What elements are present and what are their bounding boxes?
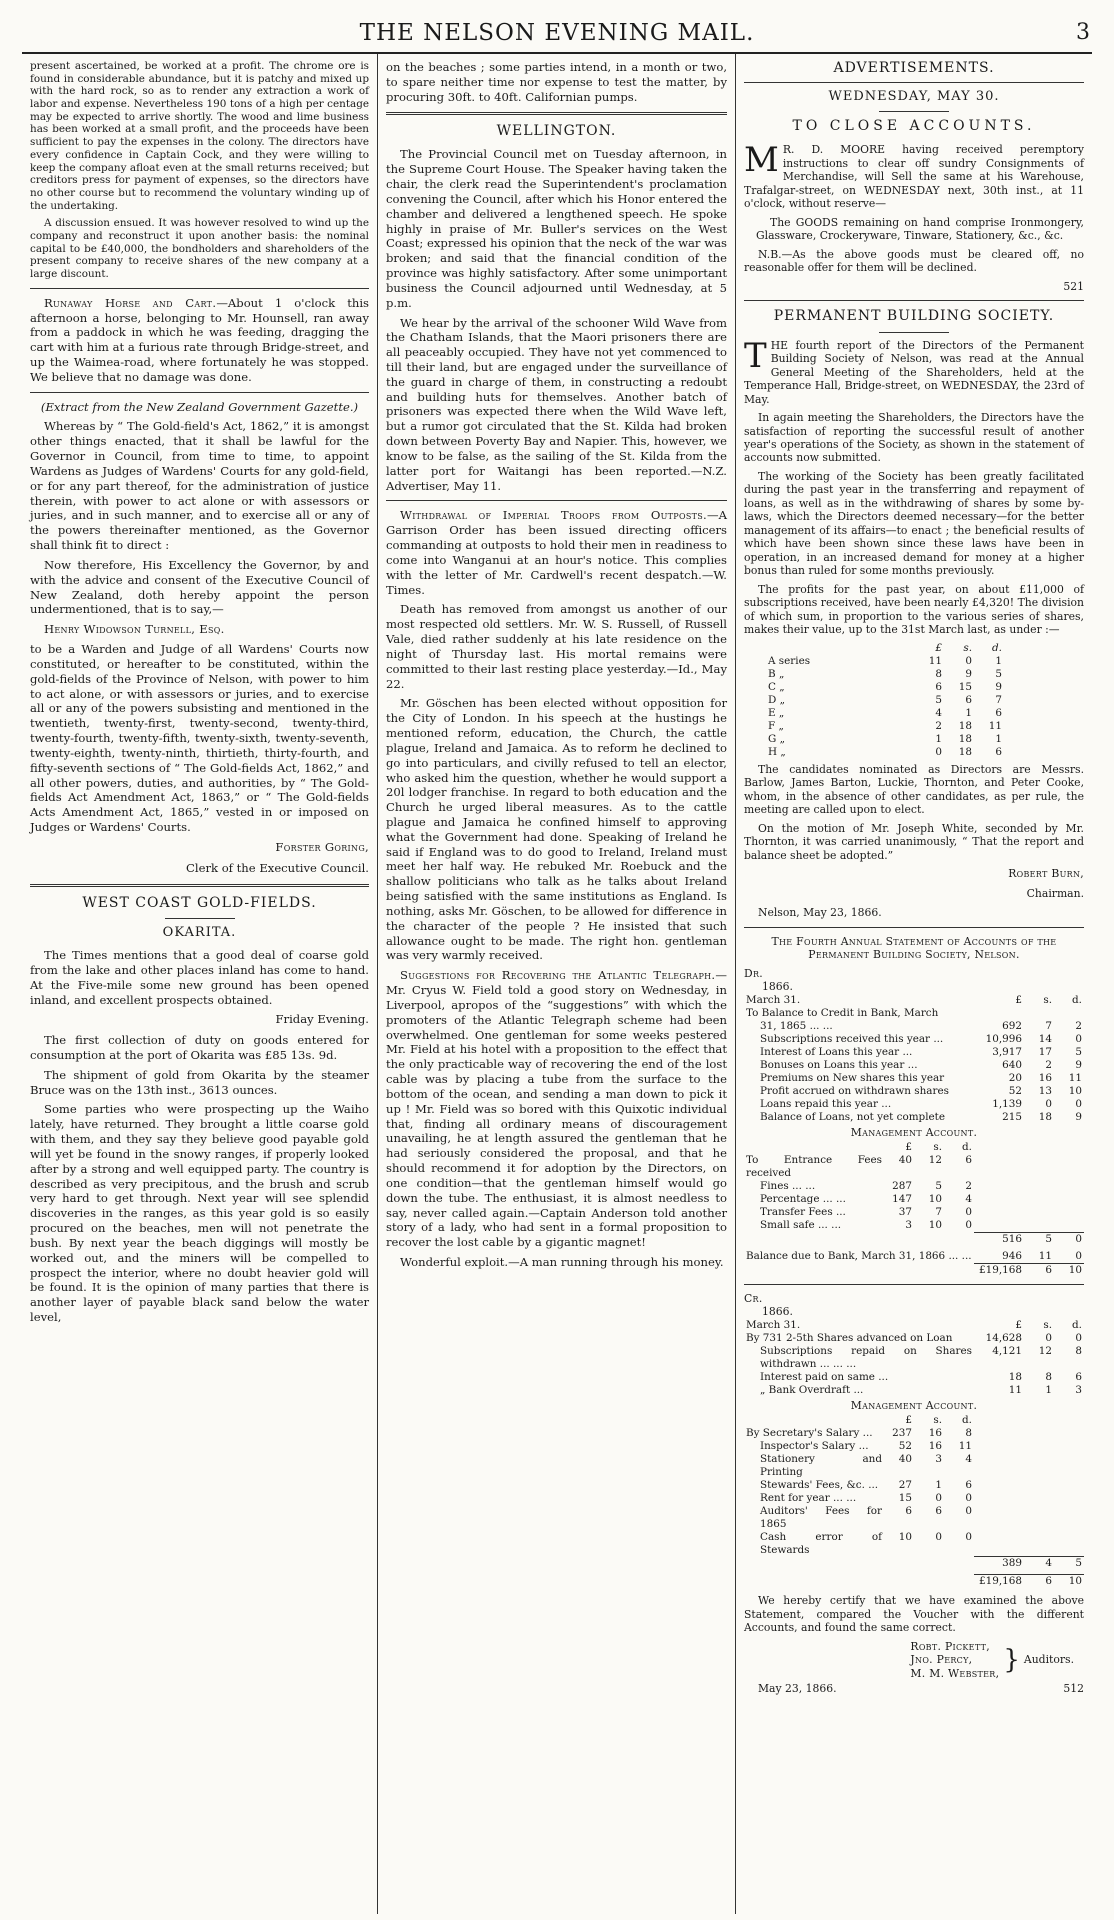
westcoast-para: The shipment of gold from Okarita by the steamer Bruce was on the 13th inst., 3613 ounces.	[30, 1067, 369, 1097]
date-heading: WEDNESDAY, MAY 30.	[828, 88, 1000, 104]
westcoast-dateline: Friday Evening.	[275, 1012, 369, 1027]
mine-report-para: present ascertained, be worked at a profit. The chrome ore is found in considerable abundance, but it is patchy and mixed up with the hard rock, so as to render any extraction a work of labor and expense. Nevertheless 190 tons of a high per centage may be expected to arrive shortly. The wood and lime business has been worked at a small profit, and the proceeds have been sufficient to pay the expenses in the colony. The directors have every confidence in Captain Cock, and they were willing to keep the company afloat even at the small returns received; but creditors press for payment of expenses, so the directors have no other course but to recommend the voluntary winding up of the undertaking.	[30, 60, 369, 212]
table-row: A series 11 0 1	[768, 654, 1002, 667]
table-row: Stationery and Printing 40 3 4	[760, 1452, 972, 1478]
final-date: May 23, 1866.	[758, 1682, 837, 1696]
auditors-label: Auditors.	[1023, 1653, 1074, 1667]
credit-table: March 31. £ s. d. By 731 2-5th Shares advanced on Loan 14,628 0 0 Subscriptions repaid on Shares withdrawn ... ... ... 4,121 12 8 Interest paid on same ... 18 8 6 „ Bank Overdraft ... 11 1 3	[746, 1318, 1082, 1396]
table-row: Rent for year ... ... 15 0 0	[760, 1491, 972, 1504]
runaway-title: Runaway Horse and Cart.	[44, 295, 217, 310]
auditors-block: Robt. Pickett, Jno. Percy, M. M. Webster, } Auditors.	[910, 1639, 1074, 1680]
table-row: Interest paid on same ... 18 8 6	[760, 1370, 1082, 1383]
table-row: E „ 4 1 6	[768, 706, 1002, 719]
table-row: „ Bank Overdraft ... 11 1 3	[760, 1383, 1082, 1396]
gazette-para: to be a Warden and Judge of all Wardens' Courts now constituted, or hereafter to be constituted, within the gold-fields of the Province of Nelson, with power to him to act alone, or with assessors or juries, and to exercise all or any of the powers subsisting and mentioned in the twentieth, twenty-first, twenty-second, twenty-third, twenty-fourth, twenty-fifth, twenty-sixth, twenty-seventh, twenty-eighth, twenty-ninth, thirtieth, thirty-fourth, and fifty-seventh sections of “ The Gold-fields Act, 1862,” and all other powers, duties, and authorities, by “ The Gold-fields Act Amendment Act, 1863,” or “ The Gold-fields Acts Amendment Act, 1865,” vested in or imposed on Judges or Wardens' Courts.	[30, 642, 369, 835]
table-row: 31, 1865 ... ... 692 7 2	[760, 1019, 1082, 1032]
auditor-name: Jno. Percy,	[910, 1653, 973, 1667]
gazette-para: Now therefore, His Excellency the Governor, by and with the advice and consent of the Executive Council of New Zealand, doth hereby appoint the person undermentioned, that is to say,—	[30, 557, 369, 617]
goschen-article: Mr. Göschen has been elected without opposition for the City of London. In his speech at the hustings he mentioned reform, education, the Church, the cattle plague, Ireland and Jamaica. As to reform he declined to go into particulars, and civilly refused to tell an elector, who asked him the question, whether he would support a 20l lodger franchise. In regard to both education and the Church he urged liberal measures. As to the cattle plague and Jamaica he confined himself to approving what the Government had done. Speaking of Ireland he said if England was to do good to Ireland, Ireland must meet her half way. He rebuked Mr. Roebuck and the shallow politicians who talk as he talks about Ireland being satisfied with the same institutions as England. Is nothing, asks Mr. Göschen, to be allowed for difference in the character of the people ? He insisted that such allowance ought to be made. The right hon. gentleman was very warmly received.	[386, 696, 727, 963]
table-row: By Secretary's Salary ... 237 16 8	[746, 1426, 972, 1439]
credit-management-table: £ s. d. By Secretary's Salary ... 237 16 8 Inspector's Salary ... 52 16 11 Stationery and Printing 40 3 4 Stewards' Fees, &c. ... 27 1 6 Rent for year ... ... 15 0 0 Auditors' Fees for 1865 6 6 0 Cash error of Stewards 10 0 0 389 4 5	[746, 1413, 1082, 1570]
mine-report-para: A discussion ensued. It was however resolved to wind up the company and reconstruct it upon another basis: the nominal capital to be £40,000, the bondholders and shareholders of the present company to receive shares of the new company at a large discount.	[30, 217, 369, 280]
close-accounts-nb: N.B.—As the above goods must be cleared off, no reasonable offer for them will be declined.	[744, 247, 1084, 275]
table-row: Premiums on New shares this year 20 16 11	[760, 1071, 1082, 1084]
table-row: Interest of Loans this year ... 3,917 17 5	[760, 1045, 1082, 1058]
gazette-signer: Forster Goring,	[275, 839, 369, 854]
debit-bank-table: Balance due to Bank, March 31, 1866 ... ... 946 11 0 £19,168 6 10	[746, 1249, 1082, 1276]
westcoast-para: The first collection of duty on goods entered for consumption at the port of Okarita was £85 13s. 9d.	[30, 1033, 369, 1062]
table-row: Transfer Fees ... 37 7 0	[760, 1206, 972, 1219]
gazette-heading: (Extract from the New Zealand Government Gazette.)	[40, 399, 359, 414]
pbs-date: Nelson, May 23, 1866.	[758, 906, 882, 920]
drop-cap: M	[744, 140, 779, 181]
death-article: Death has removed from amongst us another of our most respected old settlers. Mr. W. S. Russell, of Russell Vale, died rather suddenly at his late residence on the night of Thursday last. His mortal remains were committed to their last resting place yesterday.—Id., May 22.	[386, 602, 727, 691]
pbs-para: The working of the Society has been greatly facilitated during the past year in the transferring and repayment of loans, as well as in the withdrawing of shares by some by-laws, which the Directors deemed necessary—for the better management of its affairs—to enact ; the beneficial results of which have been shown since these laws have been in operation, in an increased demand for money at a higher bonus than ruled for some months previously.	[744, 469, 1084, 578]
statement-title: The Fourth Annual Statement of Accounts of the Permanent Building Society, Nelson.	[771, 934, 1057, 962]
runaway-text: —About 1 o'clock this afternoon a horse, belonging to Mr. Hounsell, ran away from a paddock in which he was feeding, dragging the cart with him at a furious rate through Bridge-street, and up the Waimea-road, where fortunately he was stopped. We believe that no damage was done.	[30, 295, 369, 384]
okarita-heading: OKARITA.	[162, 925, 237, 941]
auditor-name: M. M. Webster,	[910, 1666, 1000, 1680]
table-row: D „ 5 6 7	[768, 693, 1002, 706]
table-row: Fines ... ... 287 5 2	[760, 1180, 972, 1193]
table-row: Subscriptions repaid on Shares withdrawn ... ... ... 4,121 12 8	[760, 1344, 1082, 1370]
westcoast-para: Some parties who were prospecting up the Waiho lately, have returned. They brought a little coarse gold with them, and they say they believe good payable gold will yet be found in the snowy ranges, if properly looked after by a strong and well equipped party. The country is described as very precipitous, and the brush and scrub very hard to get through. Next year will see splendid discoveries in the ranges, as this year gold is so easily procured on the beaches, men will not penetrate the bush. By next year the beach diggings will mostly be worked out, and the miners will be compelled to prospect the interior, where no doubt heavier gold will be found. It is the opinion of many parties that there is another layer of payable black sand below the water level,	[30, 1102, 369, 1325]
column-1	[22, 54, 378, 1914]
pbs-para: In again meeting the Shareholders, the Directors have the satisfaction of reporting the successful result of another year's operations of the Society, as shown in the statement of accounts now submitted.	[744, 411, 1084, 465]
column-3	[736, 54, 1092, 1914]
suggestions-title: Suggestions for Recovering the Atlantic Telegraph.	[400, 968, 716, 983]
table-row: Profit accrued on withdrawn shares 52 13 10	[760, 1084, 1082, 1097]
wellington-heading: WELLINGTON.	[496, 123, 617, 140]
table-row: F „ 2 18 11	[768, 719, 1002, 732]
ad-number: 521	[1063, 279, 1084, 293]
westcoast-heading: WEST COAST GOLD-FIELDS.	[82, 894, 317, 911]
table-row: Stewards' Fees, &c. ... 27 1 6	[760, 1478, 972, 1491]
table-row: Percentage ... ... 147 10 4	[760, 1193, 972, 1206]
table-row: By 731 2-5th Shares advanced on Loan 14,628 0 0	[746, 1331, 1082, 1344]
withdrawal-title: Withdrawal of Imperial Troops from Outposts.	[400, 508, 708, 523]
gazette-appointee: Henry Widowson Turnell, Esq.	[44, 622, 225, 637]
table-row: Subscriptions received this year ... 10,996 14 0	[760, 1032, 1082, 1045]
debit-management-table: £ s. d. To Entrance Fees received 40 12 6 Fines ... ... 287 5 2 Percentage ... ... 147 10 4 Transfer Fees ... 37 7 0 Small safe ... ... 3 10 0 516 5 0	[746, 1141, 1082, 1245]
wellington-para: We hear by the arrival of the schooner Wild Wave from the Chatham Islands, that the Maori prisoners there are all peaceably occupied. They have not yet commenced to till their land, but are engaged under the surveillance of the guard in charge of them, in constructing a redoubt and building huts for themselves. Another batch of prisoners was expected there when the Wild Wave left, but a rumor got circulated that the St. Kilda had broken down between Poverty Bay and Napier. This, however, we know to be false, as the sailing of the St. Kilda from the latter port for Waitangi has been reported.—N.Z. Advertiser, May 11.	[386, 315, 727, 493]
table-row: Balance of Loans, not yet complete 215 18 9	[760, 1110, 1082, 1123]
pbs-intro: THE fourth report of the Directors of the Permanent Building Society of Nelson, was read at the Annual General Meeting of the Shareholders, held at the Temperance Hall, Bridge-street, on WEDNESDAY, the 23rd of May.	[744, 335, 1084, 406]
table-row: Cash error of Stewards 10 0 0	[760, 1530, 972, 1556]
credit-side: Cr. 1866. March 31. £ s. d. By 731 2-5th Shares advanced on Loan 14,628 0 0 Subscriptions repaid on Shares withdrawn ... ... ... 4,121 12 8 Interest paid on same ... 18 8 6 „ Bank Overdraft ... 11 1 3 Management Account. £ s. d. By Secretary's Salary ... 237 16 8 Inspector's Salary ... 52 16 11 Stationery and Printing 40 3 4 Stewards' Fees, &c. ... 27 1 6 Rent for year ... ... 15 0 0 Auditors' Fees for 1865 6 6 0 Cash error of Stewards 10 0 0 389 4 5 £19,168 6 10	[744, 1291, 1082, 1588]
debit-table: March 31. £ s. d. To Balance to Credit in Bank, March 31, 1865 ... ... 692 7 2 Subscriptions received this year ... 10,996 14 0 Interest of Loans this year ... 3,917 17 5 Bonuses on Loans this year ... 640 2 9 Premiums on New shares this year 20 16 11 Profit accrued on withdrawn shares 52 13 10 Loans repaid this year ... 1,139 0 0 Balance of Loans, not yet complete 215 18 9	[746, 993, 1082, 1123]
column-2	[378, 54, 736, 1914]
series-table: £ s. d. A series 11 0 1 B „ 8 9 5 C „ 6 15 9 D „ 5 6 7 E „ 4 1 6 F „ 2 18 11 G „ 1 18 1 H „ 0 18 6	[768, 641, 1002, 758]
chairman-title: Chairman.	[1026, 886, 1084, 900]
ad-number: 512	[1063, 1682, 1084, 1696]
suggestions-article	[386, 968, 727, 1250]
close-accounts-goods: The GOODS remaining on hand comprise Ironmongery, Glassware, Crockeryware, Tinware, Stationery, &c., &c.	[756, 215, 1084, 243]
table-row: C „ 6 15 9	[768, 680, 1002, 693]
columns	[22, 54, 1092, 1914]
pbs-para: On the motion of Mr. Joseph White, seconded by Mr. Thornton, it was carried unanimously, “ That the report and balance sheet be adopted.”	[744, 821, 1084, 862]
advertisements-heading: ADVERTISEMENTS.	[744, 60, 1084, 83]
withdrawal-article	[386, 508, 727, 597]
suggestions-text: —Mr. Cryus W. Field told a good story on Wednesday, in Liverpool, apropos of the “suggestions” with which the promoters of the Atlantic Telegraph scheme had been overwhelmed. One gentleman for some weeks pestered Mr. Field at his hotel with a proposition to the effect that the only practicable way of recovering the end of the lost cable was by placing a tube from the surface to the bottom of the ocean, and sending a man down to pick it up ! Mr. Field was so bored with this Quixotic individual that, finding all ordinary means of discouragement unavailing, he at length assured the gentleman that he had seriously considered the proposal, and that he should recommend it for adoption by the Directors, on one condition—that the gentleman himself would go down the tube. The enthusiast, it is almost needless to say, never called again.—Captain Anderson told another story of a lady, who had sent in a formal proposition to recover the lost cable by a gigantic magnet!	[386, 968, 727, 1250]
newspaper-title: THE NELSON EVENING MAIL.	[359, 20, 755, 46]
pbs-para: The profits for the past year, on about £11,000 of subscriptions received, have been nearly £4,320! The division of which sum, in proportion to the various series of shares, makes their value, up to the 31st March last, as under :—	[744, 582, 1084, 637]
close-accounts-heading: TO CLOSE ACCOUNTS.	[792, 117, 1036, 134]
table-row: Loans repaid this year ... 1,139 0 0	[760, 1097, 1082, 1110]
table-row: To Entrance Fees received 40 12 6	[746, 1154, 972, 1180]
continued-text: on the beaches ; some parties intend, in a month or two, to spare neither time nor expense to test the matter, by procuring 30ft. to 40ft. Californian pumps.	[386, 60, 727, 104]
table-row: Small safe ... ... 3 10 0	[760, 1219, 972, 1232]
table-row: Bonuses on Loans this year ... 640 2 9	[760, 1058, 1082, 1071]
table-row: 389 4 5	[744, 1557, 1084, 1571]
westcoast-para: The Times mentions that a good deal of coarse gold from the lake and other places inland has come to hand. At the Five-mile some new ground has been opened inland, and excellent prospects obtained.	[30, 948, 369, 1007]
masthead	[22, 18, 1092, 54]
certification: We hereby certify that we have examined the above Statement, compared the Voucher with the different Accounts, and found the same correct.	[744, 1594, 1084, 1635]
drop-cap: T	[744, 335, 767, 376]
table-row: To Balance to Credit in Bank, March	[746, 1006, 939, 1019]
table-row: G „ 1 18 1	[768, 732, 1002, 745]
wellington-para: The Provincial Council met on Tuesday afternoon, in the Supreme Court House. The Speaker having taken the chair, the clerk read the Superintendent's proclamation convening the Council, after which his Honor entered the chamber and delivered a lengthened speech. He spoke highly in praise of Mr. Buller's services on the West Coast; expressed his opinion that the neck of the war was broken; and said that the financial condition of the province was highly satisfactory. After some unimportant business the Council adjourned until Wednesday, at 5 p.m.	[386, 147, 727, 310]
table-row: 516 5 0	[744, 1232, 1084, 1246]
table-row: B „ 8 9 5	[768, 667, 1002, 680]
runaway-article	[30, 296, 369, 385]
pbs-para: The candidates nominated as Directors are Messrs. Barlow, James Barton, Luckie, Thornton, and Peter Cooke, whom, in the absence of other candidates, as per rule, the meeting are called upon to elect.	[744, 762, 1084, 817]
auditor-name: Robt. Pickett,	[910, 1639, 990, 1653]
debit-side: Dr. 1866. March 31. £ s. d. To Balance to Credit in Bank, March 31, 1865 ... ... 692 7 2 Subscriptions received this year ... 10,996 14 0 Interest of Loans this year ... 3,917 17 5 Bonuses on Loans this year ... 640 2 9 Premiums on New shares this year 20 16 11 Profit accrued on withdrawn shares 52 13 10 Loans repaid this year ... 1,139 0 0 Balance of Loans, not yet complete 215 18 9 Management Account. £ s. d. To Entrance Fees received 40 12 6 Fines ... ... 287 5 2 Percentage ... ... 147 10 4 Transfer Fees ... 37 7 0 Small safe ... ... 3 10 0 516 5 0 Balance due to Bank, March 31, 1866 ... ... 946 11 0 £19,168 6 10	[744, 966, 1082, 1276]
withdrawal-text: —A Garrison Order has been issued directing officers commanding at outposts to hold their men in readiness to come into Wanganui at an hour's notice. This complies with the letter of Mr. Cardwell's recent despatch.—W. Times.	[386, 508, 727, 597]
table-row: Inspector's Salary ... 52 16 11	[760, 1439, 972, 1452]
close-accounts-text: M R. D. MOORE having received peremptory instructions to clear off sundry Consignments of Merchandise, will Sell the same at his Warehouse, Trafalgar-street, on WEDNESDAY next, 30th inst., at 11 o'clock, without reserve—	[744, 140, 1084, 211]
page-number: 3	[1076, 20, 1090, 45]
table-row: H „ 0 18 6	[768, 745, 1002, 758]
table-row: Auditors' Fees for 1865 6 6 0	[760, 1504, 972, 1530]
mine-report	[30, 60, 369, 281]
gazette-para: Whereas by “ The Gold-field's Act, 1862,” it is amongst other things enacted, that it shall be lawful for the Governor in Council, from time to time, to appoint Wardens as Judges of Wardens' Courts for any gold-field, or for any part thereof, for the administration of justice therein, with power to act alone or with assessors or juries, and in such manner, and to exercise all or any of the powers thereinafter mentioned, as the Governor shall think fit to direct :	[30, 419, 369, 553]
pbs-heading: PERMANENT BUILDING SOCIETY.	[773, 308, 1055, 325]
gazette-signer-title: Clerk of the Executive Council.	[186, 860, 369, 875]
chairman-name: Robert Burn,	[1008, 867, 1084, 881]
last-line: Wonderful exploit.—A man running through his money.	[400, 1255, 724, 1270]
